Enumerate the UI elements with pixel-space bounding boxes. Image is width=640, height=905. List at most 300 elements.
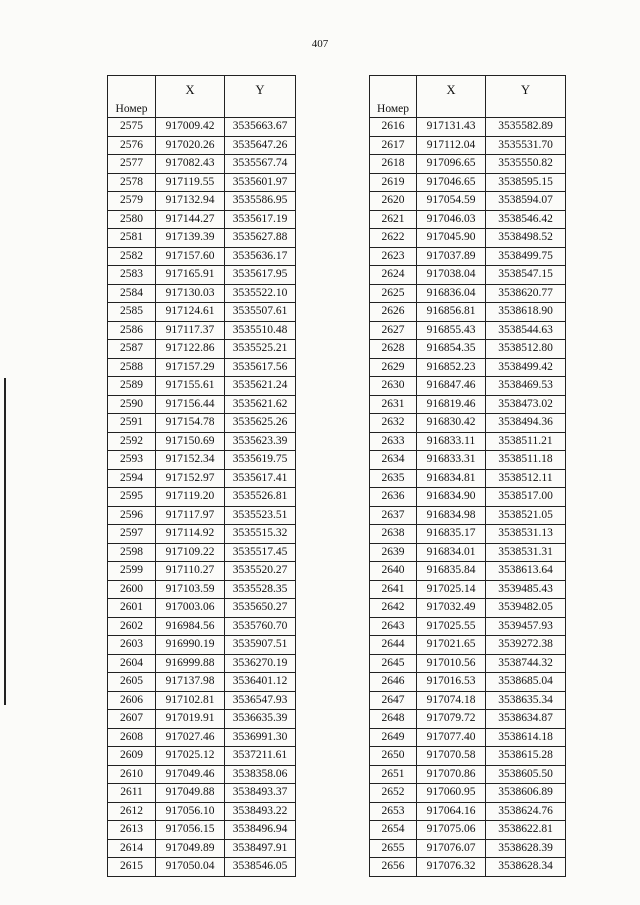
- x-coordinate-cell: 917096.65: [417, 155, 486, 174]
- table-row: [370, 155, 566, 174]
- point-number-cell: 2641: [370, 580, 417, 599]
- y-coordinate-cell: 3535517.45: [225, 543, 296, 562]
- point-number-cell: 2582: [108, 247, 156, 266]
- y-coordinate-cell: 3538635.34: [486, 691, 566, 710]
- point-number-cell: 2615: [108, 858, 156, 877]
- header-number: Номер: [108, 76, 156, 118]
- point-number-cell: 2614: [108, 839, 156, 858]
- x-coordinate-cell: 917038.04: [417, 266, 486, 285]
- table-row: [108, 488, 296, 507]
- y-coordinate-cell: 3538499.42: [486, 358, 566, 377]
- point-number-cell: 2609: [108, 747, 156, 766]
- table-row: [108, 747, 296, 766]
- point-number-cell: 2587: [108, 340, 156, 359]
- point-number-cell: 2601: [108, 599, 156, 618]
- point-number-cell: 2595: [108, 488, 156, 507]
- y-coordinate-cell: 3538594.07: [486, 192, 566, 211]
- point-number-cell: 2598: [108, 543, 156, 562]
- y-coordinate-cell: 3538512.11: [486, 469, 566, 488]
- point-number-cell: 2617: [370, 136, 417, 155]
- y-coordinate-cell: 3536401.12: [225, 673, 296, 692]
- y-coordinate-cell: 3538531.13: [486, 525, 566, 544]
- y-coordinate-cell: 3538624.76: [486, 802, 566, 821]
- point-number-cell: 2580: [108, 210, 156, 229]
- point-number-cell: 2654: [370, 821, 417, 840]
- point-number-cell: 2620: [370, 192, 417, 211]
- y-coordinate-cell: 3538499.75: [486, 247, 566, 266]
- table-row: [370, 636, 566, 655]
- y-coordinate-cell: 3538512.80: [486, 340, 566, 359]
- table-row: [370, 747, 566, 766]
- x-coordinate-cell: 916854.35: [417, 340, 486, 359]
- x-coordinate-cell: 917032.49: [417, 599, 486, 618]
- x-coordinate-cell: 917019.91: [156, 710, 225, 729]
- x-coordinate-cell: 917009.42: [156, 118, 225, 137]
- y-coordinate-cell: 3538531.31: [486, 543, 566, 562]
- x-coordinate-cell: 916999.88: [156, 654, 225, 673]
- x-coordinate-cell: 917010.56: [417, 654, 486, 673]
- y-coordinate-cell: 3535760.70: [225, 617, 296, 636]
- y-coordinate-cell: 3535650.27: [225, 599, 296, 618]
- page-number: 407: [311, 38, 329, 50]
- header-number: Номер: [370, 76, 417, 118]
- point-number-cell: 2642: [370, 599, 417, 618]
- y-coordinate-cell: 3535515.32: [225, 525, 296, 544]
- x-coordinate-cell: 917137.98: [156, 673, 225, 692]
- table-row: [370, 192, 566, 211]
- x-coordinate-cell: 917124.61: [156, 303, 225, 322]
- x-coordinate-cell: 917049.88: [156, 784, 225, 803]
- point-number-cell: 2593: [108, 451, 156, 470]
- point-number-cell: 2607: [108, 710, 156, 729]
- y-coordinate-cell: 3538628.34: [486, 858, 566, 877]
- table-row: [108, 858, 296, 877]
- point-number-cell: 2647: [370, 691, 417, 710]
- x-coordinate-cell: 917074.18: [417, 691, 486, 710]
- x-coordinate-cell: 917016.53: [417, 673, 486, 692]
- x-coordinate-cell: 916852.23: [417, 358, 486, 377]
- point-number-cell: 2604: [108, 654, 156, 673]
- x-coordinate-cell: 917139.39: [156, 229, 225, 248]
- point-number-cell: 2645: [370, 654, 417, 673]
- y-coordinate-cell: 3538494.36: [486, 414, 566, 433]
- table-row: [370, 858, 566, 877]
- table-row: [108, 710, 296, 729]
- x-coordinate-cell: 916836.04: [417, 284, 486, 303]
- table-row: [370, 765, 566, 784]
- table-row: [108, 654, 296, 673]
- y-coordinate-cell: 3538493.37: [225, 784, 296, 803]
- header-x: X: [417, 76, 486, 118]
- x-coordinate-cell: 917049.89: [156, 839, 225, 858]
- table-row: [370, 673, 566, 692]
- x-coordinate-cell: 917054.59: [417, 192, 486, 211]
- x-coordinate-cell: 917154.78: [156, 414, 225, 433]
- table-row: [370, 173, 566, 192]
- y-coordinate-cell: 3535617.95: [225, 266, 296, 285]
- x-coordinate-cell: 917157.29: [156, 358, 225, 377]
- x-coordinate-cell: 916834.90: [417, 488, 486, 507]
- y-coordinate-cell: 3538613.64: [486, 562, 566, 581]
- point-number-cell: 2585: [108, 303, 156, 322]
- y-coordinate-cell: 3535531.70: [486, 136, 566, 155]
- table-row: [108, 580, 296, 599]
- y-coordinate-cell: 3539272.38: [486, 636, 566, 655]
- y-coordinate-cell: 3535621.62: [225, 395, 296, 414]
- table-row: [370, 784, 566, 803]
- table-row: [108, 839, 296, 858]
- table-row: [108, 266, 296, 285]
- x-coordinate-cell: 917157.60: [156, 247, 225, 266]
- table-row: [108, 821, 296, 840]
- y-coordinate-cell: 3535627.88: [225, 229, 296, 248]
- table-row: [370, 358, 566, 377]
- y-coordinate-cell: 3538496.94: [225, 821, 296, 840]
- table-row: [370, 543, 566, 562]
- x-coordinate-cell: 917102.81: [156, 691, 225, 710]
- y-coordinate-cell: 3535647.26: [225, 136, 296, 155]
- x-coordinate-cell: 917025.55: [417, 617, 486, 636]
- y-coordinate-cell: 3538546.05: [225, 858, 296, 877]
- x-coordinate-cell: 916984.56: [156, 617, 225, 636]
- table-row: [108, 506, 296, 525]
- table-row: [108, 321, 296, 340]
- x-coordinate-cell: 917112.04: [417, 136, 486, 155]
- y-coordinate-cell: 3538614.18: [486, 728, 566, 747]
- table-row: [370, 303, 566, 322]
- y-coordinate-cell: 3538615.28: [486, 747, 566, 766]
- y-coordinate-cell: 3535617.41: [225, 469, 296, 488]
- point-number-cell: 2599: [108, 562, 156, 581]
- table-row: [108, 451, 296, 470]
- x-coordinate-cell: 917077.40: [417, 728, 486, 747]
- point-number-cell: 2635: [370, 469, 417, 488]
- point-number-cell: 2586: [108, 321, 156, 340]
- y-coordinate-cell: 3538493.22: [225, 802, 296, 821]
- table-row: [108, 118, 296, 137]
- header-row: [108, 76, 296, 118]
- table-row: [370, 580, 566, 599]
- table-row: [370, 377, 566, 396]
- point-number-cell: 2600: [108, 580, 156, 599]
- point-number-cell: 2646: [370, 673, 417, 692]
- x-coordinate-cell: 917130.03: [156, 284, 225, 303]
- y-coordinate-cell: 3535586.95: [225, 192, 296, 211]
- point-number-cell: 2636: [370, 488, 417, 507]
- y-coordinate-cell: 3538497.91: [225, 839, 296, 858]
- y-coordinate-cell: 3538744.32: [486, 654, 566, 673]
- x-coordinate-cell: 917060.95: [417, 784, 486, 803]
- y-coordinate-cell: 3536270.19: [225, 654, 296, 673]
- point-number-cell: 2596: [108, 506, 156, 525]
- table-row: [370, 321, 566, 340]
- point-number-cell: 2630: [370, 377, 417, 396]
- point-number-cell: 2591: [108, 414, 156, 433]
- point-number-cell: 2653: [370, 802, 417, 821]
- table-row: [370, 266, 566, 285]
- x-coordinate-cell: 917165.91: [156, 266, 225, 285]
- y-coordinate-cell: 3535621.24: [225, 377, 296, 396]
- point-number-cell: 2576: [108, 136, 156, 155]
- y-coordinate-cell: 3538517.00: [486, 488, 566, 507]
- table-row: [108, 765, 296, 784]
- y-coordinate-cell: 3538547.15: [486, 266, 566, 285]
- x-coordinate-cell: 917155.61: [156, 377, 225, 396]
- point-number-cell: 2584: [108, 284, 156, 303]
- y-coordinate-cell: 3535523.51: [225, 506, 296, 525]
- table-row: [108, 691, 296, 710]
- y-coordinate-cell: 3538628.39: [486, 839, 566, 858]
- table-row: [370, 802, 566, 821]
- y-coordinate-cell: 3538544.63: [486, 321, 566, 340]
- table-row: [370, 469, 566, 488]
- x-coordinate-cell: 917025.14: [417, 580, 486, 599]
- y-coordinate-cell: 3535522.10: [225, 284, 296, 303]
- x-coordinate-cell: 917152.34: [156, 451, 225, 470]
- point-number-cell: 2590: [108, 395, 156, 414]
- x-coordinate-cell: 917049.46: [156, 765, 225, 784]
- x-coordinate-cell: 917070.58: [417, 747, 486, 766]
- x-coordinate-cell: 917021.65: [417, 636, 486, 655]
- x-coordinate-cell: 917131.43: [417, 118, 486, 137]
- point-number-cell: 2578: [108, 173, 156, 192]
- point-number-cell: 2628: [370, 340, 417, 359]
- x-coordinate-cell: 916819.46: [417, 395, 486, 414]
- point-number-cell: 2608: [108, 728, 156, 747]
- table-row: [370, 654, 566, 673]
- point-number-cell: 2655: [370, 839, 417, 858]
- header-x: X: [156, 76, 225, 118]
- point-number-cell: 2589: [108, 377, 156, 396]
- point-number-cell: 2612: [108, 802, 156, 821]
- x-coordinate-cell: 917050.04: [156, 858, 225, 877]
- table-row: [108, 284, 296, 303]
- y-coordinate-cell: 3535528.35: [225, 580, 296, 599]
- x-coordinate-cell: 916834.01: [417, 543, 486, 562]
- x-coordinate-cell: 917070.86: [417, 765, 486, 784]
- point-number-cell: 2640: [370, 562, 417, 581]
- y-coordinate-cell: 3535582.89: [486, 118, 566, 137]
- y-coordinate-cell: 3537211.61: [225, 747, 296, 766]
- table-row: [108, 155, 296, 174]
- y-coordinate-cell: 3535601.97: [225, 173, 296, 192]
- x-coordinate-cell: 917082.43: [156, 155, 225, 174]
- x-coordinate-cell: 917110.27: [156, 562, 225, 581]
- y-coordinate-cell: 3538469.53: [486, 377, 566, 396]
- point-number-cell: 2625: [370, 284, 417, 303]
- table-row: [108, 247, 296, 266]
- table-row: [370, 525, 566, 544]
- x-coordinate-cell: 917119.55: [156, 173, 225, 192]
- point-number-cell: 2575: [108, 118, 156, 137]
- x-coordinate-cell: 917122.86: [156, 340, 225, 359]
- point-number-cell: 2629: [370, 358, 417, 377]
- x-coordinate-cell: 917045.90: [417, 229, 486, 248]
- y-coordinate-cell: 3535507.61: [225, 303, 296, 322]
- point-number-cell: 2597: [108, 525, 156, 544]
- margin-bar: [4, 378, 6, 705]
- x-coordinate-cell: 917150.69: [156, 432, 225, 451]
- x-coordinate-cell: 917117.97: [156, 506, 225, 525]
- table-row: [108, 784, 296, 803]
- x-coordinate-cell: 917046.65: [417, 173, 486, 192]
- point-number-cell: 2648: [370, 710, 417, 729]
- point-number-cell: 2623: [370, 247, 417, 266]
- table-row: [108, 303, 296, 322]
- x-coordinate-cell: 916855.43: [417, 321, 486, 340]
- header-y: Y: [486, 76, 566, 118]
- x-coordinate-cell: 917144.27: [156, 210, 225, 229]
- y-coordinate-cell: 3538622.81: [486, 821, 566, 840]
- x-coordinate-cell: 916833.31: [417, 451, 486, 470]
- table-row: [370, 340, 566, 359]
- table-row: [370, 136, 566, 155]
- x-coordinate-cell: 916990.19: [156, 636, 225, 655]
- table-row: [108, 173, 296, 192]
- x-coordinate-cell: 916834.98: [417, 506, 486, 525]
- point-number-cell: 2610: [108, 765, 156, 784]
- x-coordinate-cell: 917056.15: [156, 821, 225, 840]
- point-number-cell: 2651: [370, 765, 417, 784]
- point-number-cell: 2637: [370, 506, 417, 525]
- x-coordinate-cell: 917046.03: [417, 210, 486, 229]
- table-row: [370, 728, 566, 747]
- y-coordinate-cell: 3535510.48: [225, 321, 296, 340]
- table-row: [370, 506, 566, 525]
- x-coordinate-cell: 917037.89: [417, 247, 486, 266]
- table-row: [108, 229, 296, 248]
- table-row: [108, 469, 296, 488]
- table-row: [370, 488, 566, 507]
- point-number-cell: 2656: [370, 858, 417, 877]
- y-coordinate-cell: 3538620.77: [486, 284, 566, 303]
- y-coordinate-cell: 3535907.51: [225, 636, 296, 655]
- y-coordinate-cell: 3535617.56: [225, 358, 296, 377]
- y-coordinate-cell: 3538546.42: [486, 210, 566, 229]
- header-row: [370, 76, 566, 118]
- point-number-cell: 2581: [108, 229, 156, 248]
- x-coordinate-cell: 917109.22: [156, 543, 225, 562]
- point-number-cell: 2605: [108, 673, 156, 692]
- table-row: [108, 377, 296, 396]
- y-coordinate-cell: 3538473.02: [486, 395, 566, 414]
- y-coordinate-cell: 3536635.39: [225, 710, 296, 729]
- point-number-cell: 2592: [108, 432, 156, 451]
- table-row: [370, 414, 566, 433]
- table-row: [370, 247, 566, 266]
- y-coordinate-cell: 3538498.52: [486, 229, 566, 248]
- y-coordinate-cell: 3538685.04: [486, 673, 566, 692]
- table-row: [370, 229, 566, 248]
- y-coordinate-cell: 3538358.06: [225, 765, 296, 784]
- table-row: [370, 210, 566, 229]
- table-row: [108, 358, 296, 377]
- point-number-cell: 2619: [370, 173, 417, 192]
- point-number-cell: 2616: [370, 118, 417, 137]
- y-coordinate-cell: 3536991.30: [225, 728, 296, 747]
- table-row: [108, 636, 296, 655]
- table-row: [370, 599, 566, 618]
- table-row: [370, 395, 566, 414]
- table-row: [370, 821, 566, 840]
- table-row: [108, 414, 296, 433]
- x-coordinate-cell: 917079.72: [417, 710, 486, 729]
- y-coordinate-cell: 3535619.75: [225, 451, 296, 470]
- x-coordinate-cell: 916834.81: [417, 469, 486, 488]
- point-number-cell: 2639: [370, 543, 417, 562]
- point-number-cell: 2621: [370, 210, 417, 229]
- y-coordinate-cell: 3538521.05: [486, 506, 566, 525]
- x-coordinate-cell: 917027.46: [156, 728, 225, 747]
- x-coordinate-cell: 916835.84: [417, 562, 486, 581]
- table-row: [108, 525, 296, 544]
- x-coordinate-cell: 917152.97: [156, 469, 225, 488]
- x-coordinate-cell: 917003.06: [156, 599, 225, 618]
- point-number-cell: 2632: [370, 414, 417, 433]
- point-number-cell: 2594: [108, 469, 156, 488]
- point-number-cell: 2602: [108, 617, 156, 636]
- point-number-cell: 2627: [370, 321, 417, 340]
- table-row: [370, 710, 566, 729]
- point-number-cell: 2577: [108, 155, 156, 174]
- point-number-cell: 2579: [108, 192, 156, 211]
- point-number-cell: 2626: [370, 303, 417, 322]
- table-row: [370, 432, 566, 451]
- table-row: [108, 395, 296, 414]
- x-coordinate-cell: 916830.42: [417, 414, 486, 433]
- x-coordinate-cell: 917132.94: [156, 192, 225, 211]
- x-coordinate-cell: 917075.06: [417, 821, 486, 840]
- point-number-cell: 2638: [370, 525, 417, 544]
- x-coordinate-cell: 916856.81: [417, 303, 486, 322]
- point-number-cell: 2633: [370, 432, 417, 451]
- y-coordinate-cell: 3538605.50: [486, 765, 566, 784]
- y-coordinate-cell: 3535623.39: [225, 432, 296, 451]
- x-coordinate-cell: 917020.26: [156, 136, 225, 155]
- x-coordinate-cell: 917064.16: [417, 802, 486, 821]
- table-row: [370, 562, 566, 581]
- point-number-cell: 2618: [370, 155, 417, 174]
- y-coordinate-cell: 3535550.82: [486, 155, 566, 174]
- point-number-cell: 2622: [370, 229, 417, 248]
- table-row: [370, 118, 566, 137]
- y-coordinate-cell: 3535625.26: [225, 414, 296, 433]
- table-row: [370, 284, 566, 303]
- table-row: [108, 192, 296, 211]
- coordinates-table-left: [107, 75, 296, 877]
- y-coordinate-cell: 3538634.87: [486, 710, 566, 729]
- point-number-cell: 2611: [108, 784, 156, 803]
- y-coordinate-cell: 3538606.89: [486, 784, 566, 803]
- x-coordinate-cell: 917076.32: [417, 858, 486, 877]
- x-coordinate-cell: 917156.44: [156, 395, 225, 414]
- table-row: [108, 617, 296, 636]
- y-coordinate-cell: 3535663.67: [225, 118, 296, 137]
- table-row: [108, 136, 296, 155]
- table-row: [370, 617, 566, 636]
- point-number-cell: 2588: [108, 358, 156, 377]
- table-row: [108, 562, 296, 581]
- table-row: [108, 340, 296, 359]
- x-coordinate-cell: 917117.37: [156, 321, 225, 340]
- point-number-cell: 2649: [370, 728, 417, 747]
- x-coordinate-cell: 917114.92: [156, 525, 225, 544]
- y-coordinate-cell: 3536547.93: [225, 691, 296, 710]
- point-number-cell: 2583: [108, 266, 156, 285]
- y-coordinate-cell: 3535617.19: [225, 210, 296, 229]
- table-row: [108, 728, 296, 747]
- x-coordinate-cell: 916835.17: [417, 525, 486, 544]
